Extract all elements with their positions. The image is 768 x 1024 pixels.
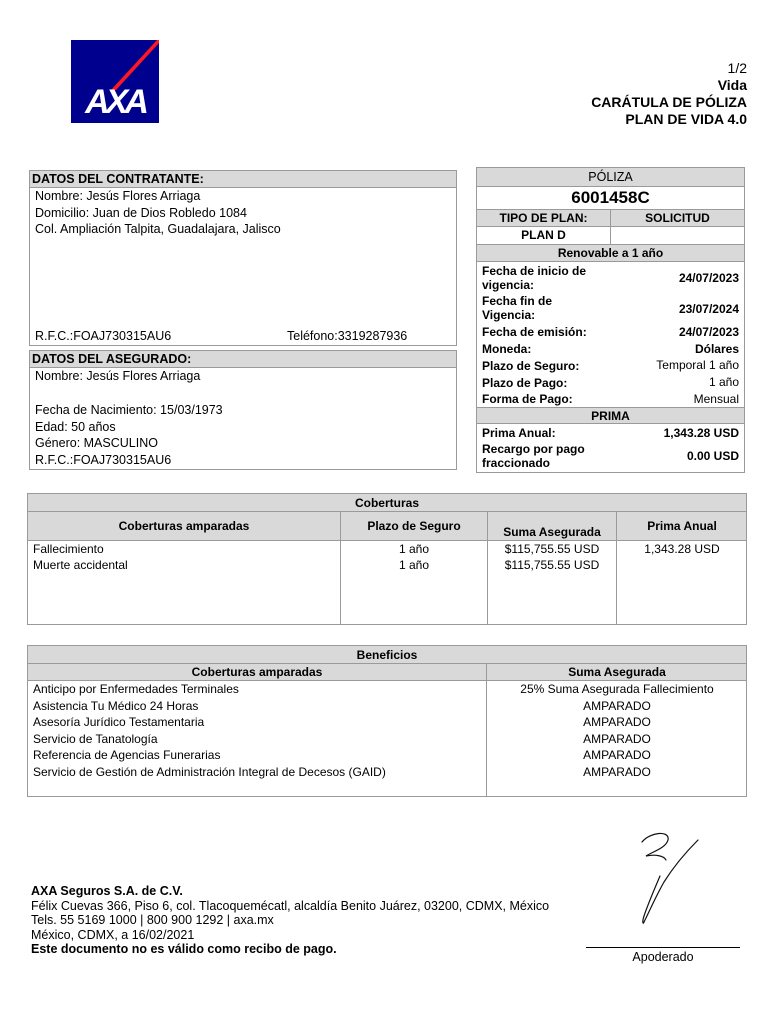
contratante-heading: DATOS DEL CONTRATANTE: xyxy=(30,171,456,188)
footer-block xyxy=(31,884,549,957)
moneda-label: Moneda: xyxy=(482,342,532,356)
cobertura-suma: $115,755.55 USD xyxy=(504,542,600,556)
document-title-block xyxy=(591,60,747,128)
beneficios-table xyxy=(27,645,747,797)
beneficio-suma: AMPARADO xyxy=(583,715,651,729)
inicio-vigencia-value: 24/07/2023 xyxy=(678,271,739,285)
forma-pago-label: Forma de Pago: xyxy=(482,392,573,406)
asegurado-nombre: Nombre: Jesús Flores Arriaga xyxy=(35,369,201,383)
beneficio-name: Asesoría Jurídico Testamentaria xyxy=(33,715,205,729)
moneda-value: Dólares xyxy=(694,342,739,356)
cobertura-name: Muerte accidental xyxy=(33,558,128,572)
coberturas-heading: Coberturas xyxy=(28,494,746,512)
signature-line xyxy=(586,947,740,948)
coberturas-table xyxy=(27,493,747,625)
beneficio-name: Servicio de Gestión de Administración Integral de Decesos (GAID) xyxy=(33,765,386,779)
solicitud-label: SOLICITUD xyxy=(611,210,744,227)
emision-label: Fecha de emisión: xyxy=(482,325,587,339)
company-name: AXA Seguros S.A. de C.V. xyxy=(31,884,183,898)
col-suma-asegurada: Suma Asegurada xyxy=(503,525,601,539)
product-name: Vida xyxy=(717,77,747,93)
asegurado-nacimiento: Fecha de Nacimiento: 15/03/1973 xyxy=(35,403,223,417)
asegurado-genero: Género: MASCULINO xyxy=(35,436,158,450)
cobertura-plazo: 1 año xyxy=(398,542,430,556)
beneficio-suma: AMPARADO xyxy=(583,732,651,746)
plazo-seguro-value: Temporal 1 año xyxy=(656,358,739,372)
place-date: México, CDMX, a 16/02/2021 xyxy=(31,927,195,942)
beneficios-heading: Beneficios xyxy=(28,646,746,664)
plazo-seguro-label: Plazo de Seguro: xyxy=(482,359,580,373)
beneficio-suma: AMPARADO xyxy=(583,765,651,779)
plazo-pago-label: Plazo de Pago: xyxy=(482,376,568,390)
col-beneficios-suma: Suma Asegurada xyxy=(568,665,666,679)
fin-vigencia-value: 23/07/2024 xyxy=(678,302,739,316)
plan-value: PLAN D xyxy=(477,227,611,244)
recargo-value: 0.00 USD xyxy=(686,449,739,463)
asegurado-rfc: R.F.C.:FOAJ730315AU6 xyxy=(35,453,172,467)
col-prima-anual: Prima Anual xyxy=(647,519,717,533)
contratante-colonia: Col. Ampliación Talpita, Guadalajara, Jalisco xyxy=(35,222,281,236)
cobertura-name: Fallecimiento xyxy=(33,542,104,556)
plan-title: PLAN DE VIDA 4.0 xyxy=(625,111,747,127)
company-address: Félix Cuevas 366, Piso 6, col. Tlacoquemécatl, alcaldía Benito Juárez, 03200, CDMX, México xyxy=(31,898,550,913)
contratante-section xyxy=(29,170,457,346)
cobertura-prima: 1,343.28 USD xyxy=(644,542,720,556)
col-coberturas-amparadas: Coberturas amparadas xyxy=(118,519,250,533)
beneficio-name: Servicio de Tanatología xyxy=(33,732,158,746)
beneficio-suma: AMPARADO xyxy=(583,748,651,762)
poliza-heading: PÓLIZA xyxy=(477,168,744,187)
renovable-label: Renovable a 1 año xyxy=(477,245,744,262)
prima-anual-label: Prima Anual: xyxy=(482,426,556,440)
forma-pago-value: Mensual xyxy=(693,392,739,406)
prima-anual-value: 1,343.28 USD xyxy=(663,426,739,440)
axa-logo-text: AXA xyxy=(85,83,145,121)
beneficio-suma: 25% Suma Asegurada Fallecimiento xyxy=(520,682,714,696)
page-number: 1/2 xyxy=(727,60,747,76)
col-plazo-seguro: Plazo de Seguro xyxy=(367,519,461,533)
company-phones: Tels. 55 5169 1000 | 800 900 1292 | axa.mx xyxy=(31,913,274,927)
poliza-section xyxy=(476,167,745,473)
cobertura-suma: $115,755.55 USD xyxy=(504,558,600,572)
col-beneficios-amparadas: Coberturas amparadas xyxy=(191,665,323,679)
poliza-numero: 6001458C xyxy=(571,188,650,207)
beneficio-name: Anticipo por Enfermedades Terminales xyxy=(33,682,239,696)
beneficio-suma: AMPARADO xyxy=(583,699,651,713)
document-title: CARÁTULA DE PÓLIZA xyxy=(591,94,747,110)
fin-vigencia-label: Fecha fin de Vigencia: xyxy=(482,294,553,322)
signature-label: Apoderado xyxy=(632,950,694,964)
disclaimer: Este documento no es válido como recibo de pago. xyxy=(31,942,337,956)
emision-value: 24/07/2023 xyxy=(678,325,739,339)
plazo-pago-value: 1 año xyxy=(708,375,739,389)
recargo-label: Recargo por pago fraccionado xyxy=(482,442,585,470)
axa-logo xyxy=(71,40,159,123)
contratante-nombre: Nombre: Jesús Flores Arriaga xyxy=(35,189,201,203)
inicio-vigencia-label: Fecha de inicio de vigencia: xyxy=(482,264,587,292)
asegurado-heading: DATOS DEL ASEGURADO: xyxy=(30,351,456,368)
asegurado-edad: Edad: 50 años xyxy=(35,420,116,434)
contratante-telefono: Teléfono:3319287936 xyxy=(287,329,408,343)
asegurado-section xyxy=(29,350,457,470)
signature-mark xyxy=(630,830,705,928)
prima-heading: PRIMA xyxy=(477,407,744,424)
tipo-plan-label: TIPO DE PLAN: xyxy=(477,210,611,227)
beneficio-name: Asistencia Tu Médico 24 Horas xyxy=(33,699,199,713)
cobertura-plazo: 1 año xyxy=(398,558,430,572)
contratante-domicilio: Domicilio: Juan de Dios Robledo 1084 xyxy=(35,206,247,220)
beneficio-name: Referencia de Agencias Funerarias xyxy=(33,748,221,762)
contratante-rfc: R.F.C.:FOAJ730315AU6 xyxy=(35,329,172,343)
